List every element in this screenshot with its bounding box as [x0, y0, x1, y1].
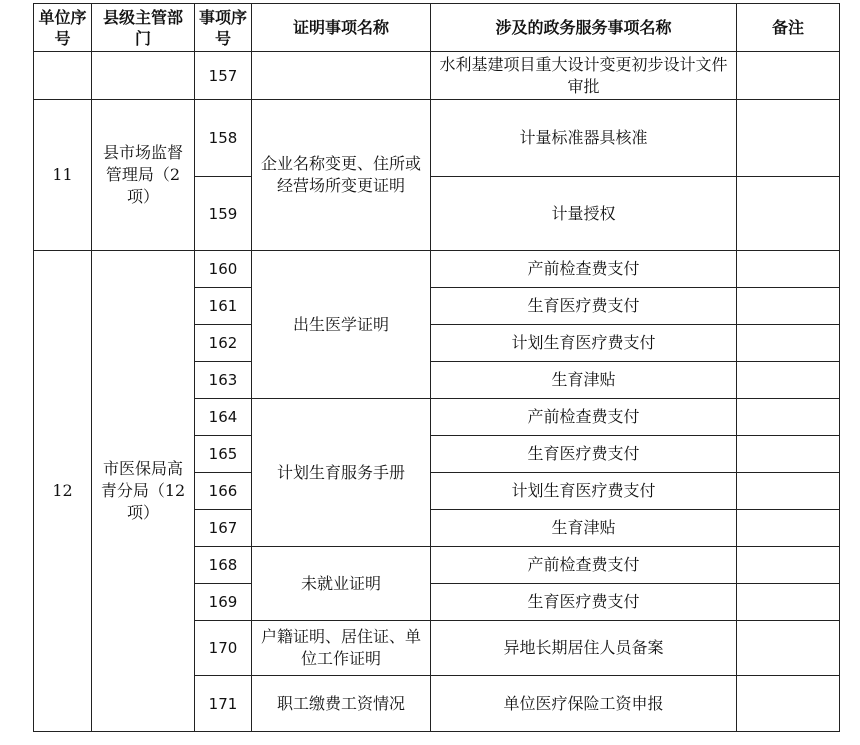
proof-items-table [33, 3, 840, 732]
item-no-cell: 167 [195, 510, 252, 547]
proof-name-cell: 户籍证明、居住证、单位工作证明 [252, 621, 431, 676]
service-name-cell: 异地长期居住人员备案 [431, 621, 737, 676]
remark-cell [737, 547, 840, 584]
header-service-name: 涉及的政务服务事项名称 [431, 4, 737, 52]
service-name-cell: 生育津贴 [431, 510, 737, 547]
header-item-no: 事项序号 [195, 4, 252, 52]
remark-cell [737, 100, 840, 177]
proof-name-cell: 出生医学证明 [252, 251, 431, 399]
table-header-row [34, 4, 840, 52]
item-no-cell: 162 [195, 325, 252, 362]
service-name-cell: 计划生育医疗费支付 [431, 473, 737, 510]
remark-cell [737, 399, 840, 436]
service-name-cell: 单位医疗保险工资申报 [431, 676, 737, 732]
item-no-cell: 161 [195, 288, 252, 325]
remark-cell [737, 251, 840, 288]
item-no-cell: 160 [195, 251, 252, 288]
remark-cell [737, 325, 840, 362]
remark-cell [737, 676, 840, 732]
item-no-cell: 170 [195, 621, 252, 676]
service-name-cell: 生育津贴 [431, 362, 737, 399]
remark-cell [737, 473, 840, 510]
item-no-cell: 159 [195, 177, 252, 251]
item-no-cell: 171 [195, 676, 252, 732]
proof-name-cell [252, 52, 431, 100]
item-no-cell: 169 [195, 584, 252, 621]
service-name-cell: 生育医疗费支付 [431, 584, 737, 621]
service-name-cell: 产前检查费支付 [431, 399, 737, 436]
table-row [34, 52, 840, 100]
service-name-cell: 水利基建项目重大设计变更初步设计文件审批 [431, 52, 737, 100]
header-remark: 备注 [737, 4, 840, 52]
service-name-cell: 生育医疗费支付 [431, 288, 737, 325]
proof-name-cell: 计划生育服务手册 [252, 399, 431, 547]
proof-name-cell: 未就业证明 [252, 547, 431, 621]
remark-cell [737, 436, 840, 473]
header-unit-no: 单位序号 [34, 4, 92, 52]
unit-no-cell [34, 52, 92, 100]
dept-cell: 市医保局高青分局（12 项） [92, 251, 195, 732]
remark-cell [737, 362, 840, 399]
item-no-cell: 158 [195, 100, 252, 177]
dept-cell: 县市场监督管理局（2项） [92, 100, 195, 251]
item-no-cell: 163 [195, 362, 252, 399]
item-no-cell: 164 [195, 399, 252, 436]
service-name-cell: 产前检查费支付 [431, 547, 737, 584]
item-no-cell: 168 [195, 547, 252, 584]
service-name-cell: 计量标准器具核准 [431, 100, 737, 177]
item-no-cell: 166 [195, 473, 252, 510]
service-name-cell: 产前检查费支付 [431, 251, 737, 288]
proof-name-cell: 企业名称变更、住所或经营场所变更证明 [252, 100, 431, 251]
header-dept: 县级主管部门 [92, 4, 195, 52]
remark-cell [737, 52, 840, 100]
item-no-cell: 165 [195, 436, 252, 473]
service-name-cell: 计量授权 [431, 177, 737, 251]
remark-cell [737, 584, 840, 621]
table-row [34, 100, 840, 177]
item-no-cell: 157 [195, 52, 252, 100]
proof-name-cell: 职工缴费工资情况 [252, 676, 431, 732]
service-name-cell: 生育医疗费支付 [431, 436, 737, 473]
unit-no-cell: 12 [34, 251, 92, 732]
remark-cell [737, 288, 840, 325]
header-proof-name: 证明事项名称 [252, 4, 431, 52]
unit-no-cell: 11 [34, 100, 92, 251]
remark-cell [737, 177, 840, 251]
table-row [34, 251, 840, 288]
remark-cell [737, 510, 840, 547]
dept-cell [92, 52, 195, 100]
remark-cell [737, 621, 840, 676]
service-name-cell: 计划生育医疗费支付 [431, 325, 737, 362]
